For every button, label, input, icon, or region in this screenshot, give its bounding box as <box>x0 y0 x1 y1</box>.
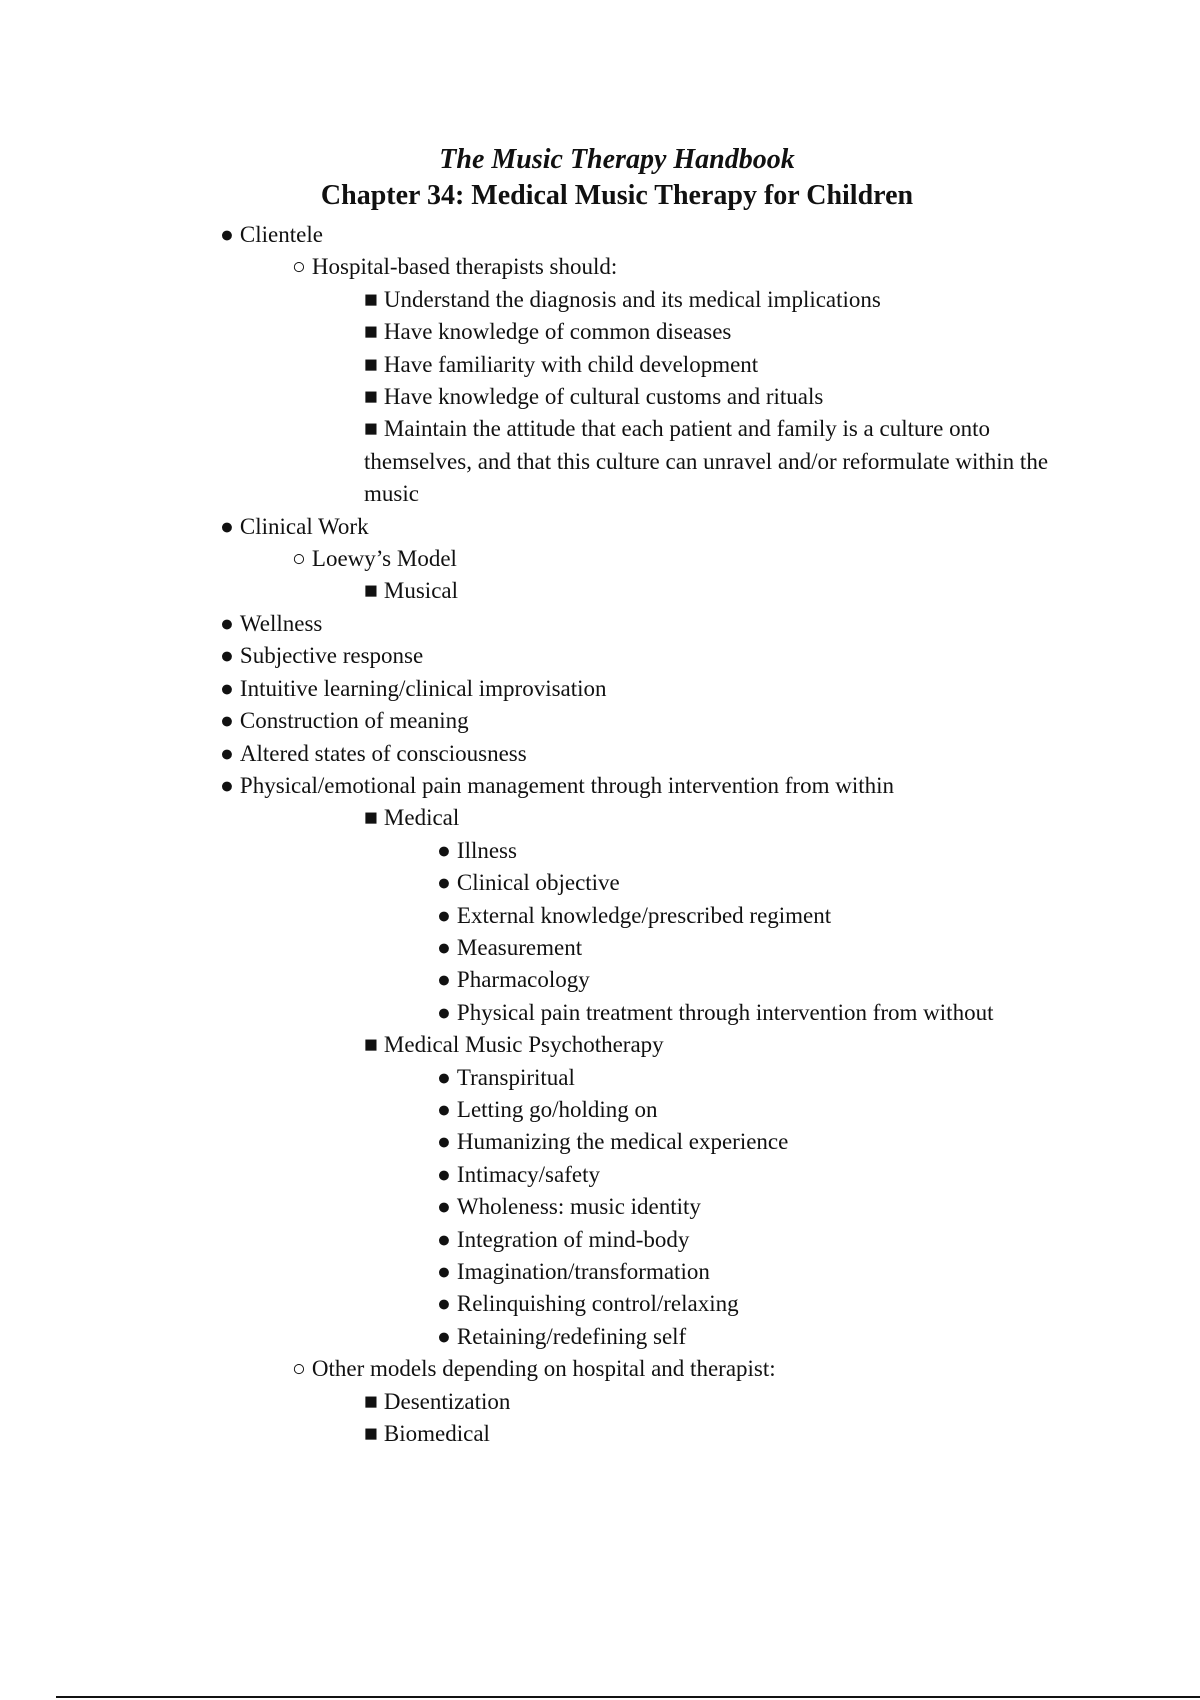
bullet-icon: ● <box>437 1226 451 1252</box>
list-item-label: Humanizing the medical experience <box>456 1129 789 1155</box>
outline-item-label: Medical <box>383 805 460 831</box>
list-item <box>0 1256 1200 1288</box>
outline-item-hospital <box>0 251 1200 283</box>
book-title: The Music Therapy Handbook <box>439 144 795 175</box>
list-item <box>0 413 1084 510</box>
list-item-label: Desentization <box>383 1388 511 1414</box>
outline-item-label: Clinical Work <box>239 513 369 539</box>
outline-item-clientele <box>0 219 1200 251</box>
list-item <box>0 1159 1200 1191</box>
bullet-icon: ● <box>220 643 234 669</box>
list-item <box>0 738 1200 770</box>
bullet-icon: ● <box>437 1096 451 1122</box>
bullet-icon: ● <box>220 708 234 734</box>
list-item-label: Integration of mind-body <box>456 1226 690 1252</box>
list-item <box>0 1062 1200 1094</box>
list-item-label: Illness <box>456 837 517 863</box>
bullet-icon: ● <box>220 222 234 247</box>
list-item <box>0 1288 1200 1320</box>
bullet-icon: ● <box>437 1129 451 1155</box>
bullet-icon: ● <box>220 740 234 766</box>
list-item <box>0 1224 1200 1256</box>
list-item-label: Transpiritual <box>456 1064 575 1090</box>
square-bullet-icon: ■ <box>364 805 378 831</box>
square-bullet-icon: ■ <box>364 319 378 345</box>
bullet-icon: ● <box>437 1194 451 1220</box>
outline-item-loewy-model <box>0 543 1200 575</box>
list-item-label: Biomedical <box>383 1421 490 1447</box>
bullet-icon: ● <box>437 902 451 928</box>
list-item-label: Have knowledge of common diseases <box>383 319 732 345</box>
list-item-label: Subjective response <box>239 643 424 669</box>
list-item <box>0 932 1200 964</box>
bullet-icon: ● <box>437 999 451 1025</box>
list-item <box>0 1191 1200 1223</box>
list-item-label: Wellness <box>239 610 323 636</box>
outline-item-label: Medical Music Psychotherapy <box>383 1032 664 1058</box>
list-item <box>0 997 1200 1029</box>
list-item-label: Physical/emotional pain management through intervention from within <box>239 772 894 798</box>
list-item-label: Intuitive learning/clinical improvisation <box>239 675 607 701</box>
list-item <box>0 284 1200 316</box>
outline-item-musical <box>0 575 1200 607</box>
list-item <box>0 867 1200 899</box>
hollow-bullet-icon: ○ <box>292 546 306 572</box>
list-item <box>0 1126 1200 1158</box>
bullet-icon: ● <box>220 772 234 798</box>
outline <box>0 219 1200 1450</box>
list-item <box>0 1094 1200 1126</box>
list-item-label: Letting go/holding on <box>456 1096 658 1122</box>
list-item-label: Altered states of consciousness <box>239 740 527 766</box>
bullet-icon: ● <box>437 1291 451 1317</box>
list-item <box>0 608 1200 640</box>
outline-item-label: Clientele <box>239 222 323 247</box>
hollow-bullet-icon: ○ <box>292 254 306 280</box>
list-item <box>0 835 1200 867</box>
square-bullet-icon: ■ <box>364 1032 378 1058</box>
list-item <box>0 316 1200 348</box>
list-item-label: Retaining/redefining self <box>456 1323 687 1349</box>
list-item-label: Measurement <box>456 934 583 960</box>
bullet-icon: ● <box>220 610 234 636</box>
list-item <box>0 705 1200 737</box>
bullet-icon: ● <box>437 1323 451 1349</box>
list-item-label: Understand the diagnosis and its medical implications <box>383 286 881 312</box>
bullet-icon: ● <box>437 1161 451 1187</box>
list-item <box>0 381 1200 413</box>
bullet-icon: ● <box>437 1064 451 1090</box>
list-item-label: Have knowledge of cultural customs and rituals <box>383 384 824 410</box>
list-item-label: Relinquishing control/relaxing <box>456 1291 739 1317</box>
outline-item-label: Loewy’s Model <box>311 546 457 572</box>
outline-item-label: Musical <box>383 578 459 604</box>
list-item <box>0 964 1200 996</box>
list-item-label: Have familiarity with child development <box>383 351 759 377</box>
hollow-bullet-icon: ○ <box>292 1356 306 1382</box>
list-item <box>0 673 1200 705</box>
bullet-icon: ● <box>220 513 234 539</box>
list-item <box>0 770 1200 802</box>
list-item-label: Wholeness: music identity <box>456 1194 701 1220</box>
square-bullet-icon: ■ <box>364 416 378 442</box>
list-item <box>0 1418 1200 1450</box>
outline-item-psychotherapy <box>0 1029 1200 1061</box>
bullet-icon: ● <box>220 675 234 701</box>
bullet-icon: ● <box>437 837 451 863</box>
bullet-icon: ● <box>437 1259 451 1284</box>
square-bullet-icon: ■ <box>364 384 378 410</box>
list-item-label: Imagination/transformation <box>456 1259 710 1284</box>
square-bullet-icon: ■ <box>364 1421 378 1447</box>
list-item-label: Construction of meaning <box>239 708 469 734</box>
square-bullet-icon: ■ <box>364 351 378 377</box>
bullet-icon: ● <box>437 967 451 993</box>
list-item-label: Clinical objective <box>456 870 620 896</box>
list-item <box>0 900 1200 932</box>
bullet-icon: ● <box>437 934 451 960</box>
list-item <box>0 1386 1200 1418</box>
square-bullet-icon: ■ <box>364 286 378 312</box>
outline-item-label: Other models depending on hospital and therapist: <box>311 1356 776 1382</box>
outline-item-label: Hospital-based therapists should: <box>311 254 618 280</box>
outline-item-other-models <box>0 1353 1200 1385</box>
list-item-label: Physical pain treatment through intervention from without <box>456 999 994 1025</box>
outline-item-medical <box>0 802 1200 834</box>
list-item-label: Intimacy/safety <box>456 1161 600 1187</box>
list-item-label: Maintain the attitude that each patient and family is a culture onto themselves, and that this culture can unravel and/or reformulate within the music <box>364 416 1049 507</box>
outline-item-clinical-work <box>0 511 1200 543</box>
list-item <box>0 1321 1200 1353</box>
square-bullet-icon: ■ <box>364 1388 378 1414</box>
list-item-label: Pharmacology <box>456 967 590 993</box>
chapter-title: Chapter 34: Medical Music Therapy for Children <box>320 180 914 211</box>
bullet-icon: ● <box>437 870 451 896</box>
page-bottom-rule <box>56 1696 1200 1698</box>
square-bullet-icon: ■ <box>364 578 378 604</box>
list-item <box>0 349 1200 381</box>
list-item <box>0 640 1200 672</box>
list-item-label: External knowledge/prescribed regiment <box>456 902 832 928</box>
